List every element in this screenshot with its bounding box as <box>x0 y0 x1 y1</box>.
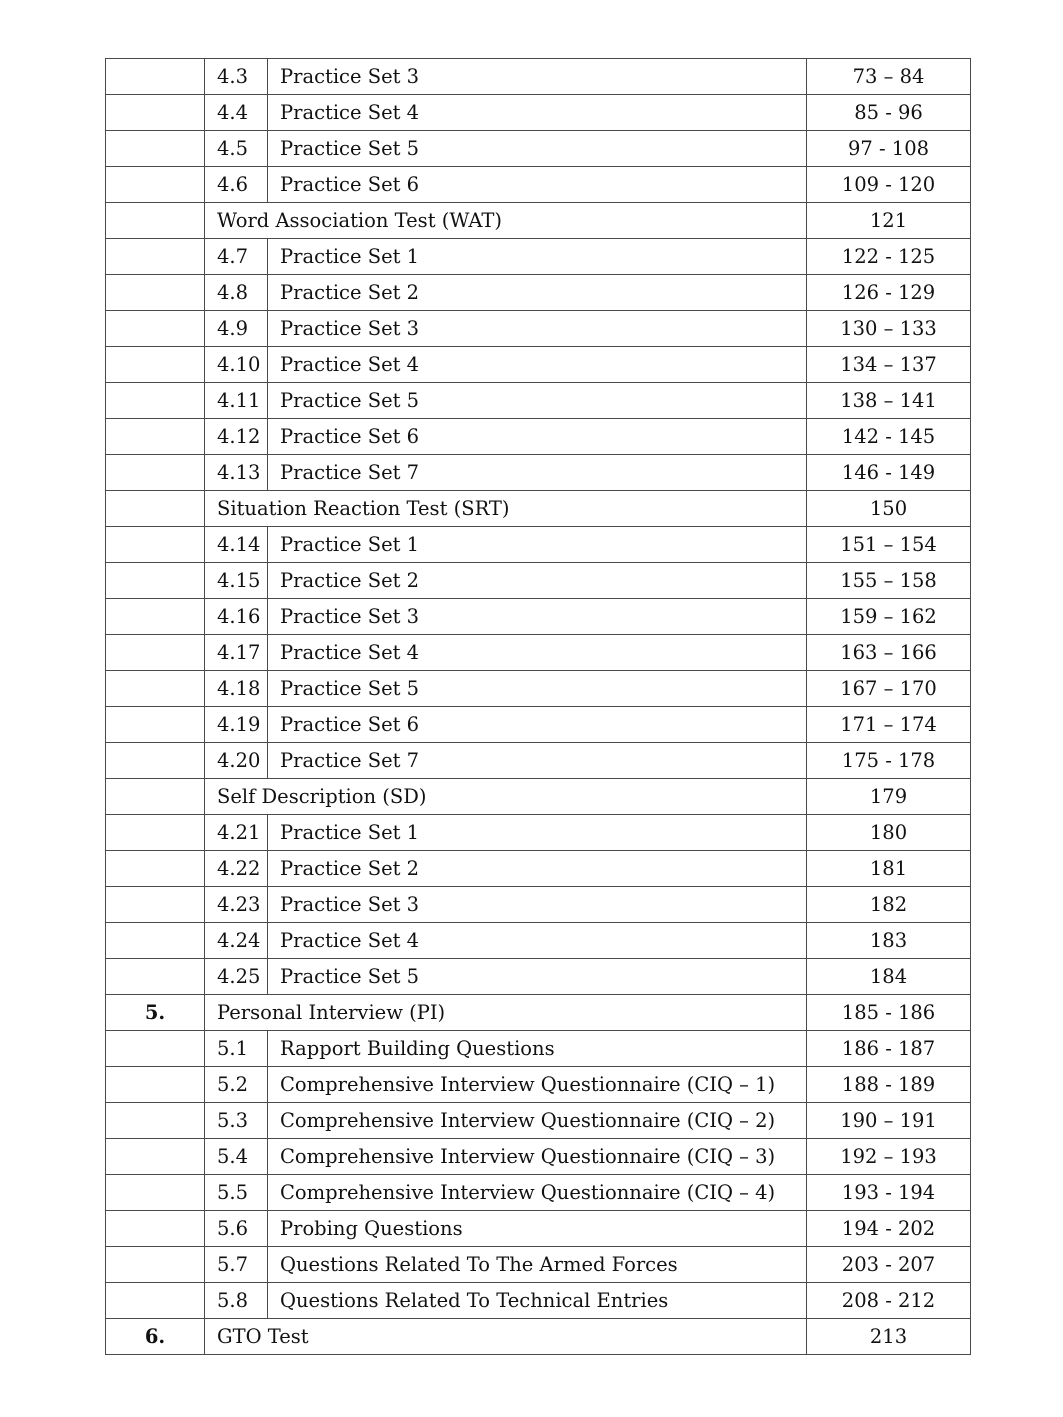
chapter-number <box>106 59 205 95</box>
toc-entry-row <box>106 815 971 851</box>
page-range: 121 <box>807 203 971 239</box>
toc-entry-row <box>106 851 971 887</box>
chapter-number <box>106 743 205 779</box>
page-range: 150 <box>807 491 971 527</box>
chapter-number: 5. <box>106 995 205 1031</box>
entry-title: Practice Set 1 <box>268 815 807 851</box>
toc-entry-row <box>106 1247 971 1283</box>
entry-number: 5.8 <box>205 1283 268 1319</box>
entry-title: Comprehensive Interview Questionnaire (CIQ – 3) <box>268 1139 807 1175</box>
entry-title: Questions Related To The Armed Forces <box>268 1247 807 1283</box>
entry-number: 4.24 <box>205 923 268 959</box>
section-heading: Self Description (SD) <box>205 779 807 815</box>
page-range: 151 – 154 <box>807 527 971 563</box>
entry-title: Practice Set 1 <box>268 527 807 563</box>
chapter-number <box>106 1139 205 1175</box>
toc-entry-row <box>106 1139 971 1175</box>
page-range: 184 <box>807 959 971 995</box>
chapter-number <box>106 203 205 239</box>
section-heading: GTO Test <box>205 1319 807 1355</box>
entry-title: Practice Set 5 <box>268 383 807 419</box>
page-range: 175 - 178 <box>807 743 971 779</box>
toc-entry-row <box>106 167 971 203</box>
page-range: 208 - 212 <box>807 1283 971 1319</box>
page-range: 194 - 202 <box>807 1211 971 1247</box>
chapter-number <box>106 491 205 527</box>
toc-entry-row <box>106 95 971 131</box>
entry-number: 5.1 <box>205 1031 268 1067</box>
entry-title: Comprehensive Interview Questionnaire (CIQ – 4) <box>268 1175 807 1211</box>
entry-title: Practice Set 3 <box>268 887 807 923</box>
entry-title: Practice Set 3 <box>268 311 807 347</box>
chapter-number <box>106 311 205 347</box>
entry-number: 4.15 <box>205 563 268 599</box>
entry-number: 4.5 <box>205 131 268 167</box>
entry-number: 4.19 <box>205 707 268 743</box>
entry-number: 5.2 <box>205 1067 268 1103</box>
entry-title: Practice Set 2 <box>268 563 807 599</box>
chapter-number <box>106 1103 205 1139</box>
toc-entry-row <box>106 59 971 95</box>
toc-section-row <box>106 491 971 527</box>
toc-entry-row <box>106 1211 971 1247</box>
entry-number: 5.7 <box>205 1247 268 1283</box>
page-range: 85 - 96 <box>807 95 971 131</box>
entry-title: Practice Set 5 <box>268 671 807 707</box>
page-range: 146 - 149 <box>807 455 971 491</box>
entry-number: 4.7 <box>205 239 268 275</box>
page-range: 109 - 120 <box>807 167 971 203</box>
page-range: 122 - 125 <box>807 239 971 275</box>
entry-number: 5.4 <box>205 1139 268 1175</box>
entry-title: Practice Set 3 <box>268 59 807 95</box>
page-range: 203 - 207 <box>807 1247 971 1283</box>
page-range: 180 <box>807 815 971 851</box>
entry-title: Practice Set 4 <box>268 923 807 959</box>
entry-title: Practice Set 4 <box>268 347 807 383</box>
entry-number: 4.11 <box>205 383 268 419</box>
entry-number: 5.3 <box>205 1103 268 1139</box>
page-range: 126 - 129 <box>807 275 971 311</box>
entry-number: 5.5 <box>205 1175 268 1211</box>
toc-section-row <box>106 779 971 815</box>
page-range: 134 – 137 <box>807 347 971 383</box>
section-heading: Situation Reaction Test (SRT) <box>205 491 807 527</box>
page-range: 171 – 174 <box>807 707 971 743</box>
chapter-number <box>106 923 205 959</box>
chapter-number <box>106 419 205 455</box>
toc-entry-row <box>106 275 971 311</box>
toc-entry-row <box>106 383 971 419</box>
toc-entry-row <box>106 959 971 995</box>
page-range: 97 - 108 <box>807 131 971 167</box>
chapter-number <box>106 815 205 851</box>
section-heading: Personal Interview (PI) <box>205 995 807 1031</box>
chapter-number <box>106 347 205 383</box>
page-range: 183 <box>807 923 971 959</box>
chapter-number <box>106 707 205 743</box>
page-range: 163 – 166 <box>807 635 971 671</box>
toc-entry-row <box>106 1031 971 1067</box>
page-range: 192 – 193 <box>807 1139 971 1175</box>
page-range: 186 - 187 <box>807 1031 971 1067</box>
entry-title: Practice Set 2 <box>268 275 807 311</box>
entry-number: 4.9 <box>205 311 268 347</box>
page-range: 73 – 84 <box>807 59 971 95</box>
entry-number: 4.16 <box>205 599 268 635</box>
chapter-number <box>106 1031 205 1067</box>
toc-entry-row <box>106 419 971 455</box>
entry-number: 4.12 <box>205 419 268 455</box>
section-heading: Word Association Test (WAT) <box>205 203 807 239</box>
entry-number: 4.18 <box>205 671 268 707</box>
entry-number: 4.3 <box>205 59 268 95</box>
chapter-number <box>106 1067 205 1103</box>
chapter-number <box>106 275 205 311</box>
toc-entry-row <box>106 527 971 563</box>
entry-number: 4.6 <box>205 167 268 203</box>
chapter-number <box>106 239 205 275</box>
chapter-number <box>106 851 205 887</box>
chapter-number: 6. <box>106 1319 205 1355</box>
entry-number: 4.17 <box>205 635 268 671</box>
toc-entry-row <box>106 671 971 707</box>
entry-number: 4.14 <box>205 527 268 563</box>
chapter-number <box>106 131 205 167</box>
toc-entry-row <box>106 1103 971 1139</box>
toc-section-row <box>106 995 971 1031</box>
toc-entry-row <box>106 1175 971 1211</box>
toc-section-row <box>106 203 971 239</box>
chapter-number <box>106 1175 205 1211</box>
chapter-number <box>106 383 205 419</box>
entry-number: 4.25 <box>205 959 268 995</box>
table-of-contents <box>105 58 971 1355</box>
chapter-number <box>106 635 205 671</box>
page-range: 130 – 133 <box>807 311 971 347</box>
entry-number: 4.20 <box>205 743 268 779</box>
toc-entry-row <box>106 239 971 275</box>
chapter-number <box>106 455 205 491</box>
page-range: 155 – 158 <box>807 563 971 599</box>
entry-title: Practice Set 7 <box>268 743 807 779</box>
entry-title: Practice Set 7 <box>268 455 807 491</box>
page-range: 159 – 162 <box>807 599 971 635</box>
chapter-number <box>106 167 205 203</box>
entry-title: Practice Set 3 <box>268 599 807 635</box>
page-range: 188 - 189 <box>807 1067 971 1103</box>
toc-body <box>106 59 971 1355</box>
chapter-number <box>106 1211 205 1247</box>
entry-title: Comprehensive Interview Questionnaire (CIQ – 2) <box>268 1103 807 1139</box>
entry-number: 4.4 <box>205 95 268 131</box>
entry-number: 5.6 <box>205 1211 268 1247</box>
entry-title: Questions Related To Technical Entries <box>268 1283 807 1319</box>
entry-title: Practice Set 1 <box>268 239 807 275</box>
page-range: 167 – 170 <box>807 671 971 707</box>
chapter-number <box>106 563 205 599</box>
entry-title: Rapport Building Questions <box>268 1031 807 1067</box>
chapter-number <box>106 1247 205 1283</box>
toc-entry-row <box>106 311 971 347</box>
page-range: 181 <box>807 851 971 887</box>
entry-number: 4.22 <box>205 851 268 887</box>
toc-entry-row <box>106 1283 971 1319</box>
entry-title: Practice Set 2 <box>268 851 807 887</box>
entry-title: Practice Set 5 <box>268 959 807 995</box>
entry-number: 4.21 <box>205 815 268 851</box>
page-range: 142 - 145 <box>807 419 971 455</box>
entry-title: Practice Set 6 <box>268 419 807 455</box>
entry-title: Practice Set 6 <box>268 707 807 743</box>
toc-entry-row <box>106 887 971 923</box>
entry-number: 4.8 <box>205 275 268 311</box>
entry-title: Practice Set 6 <box>268 167 807 203</box>
page-range: 179 <box>807 779 971 815</box>
toc-entry-row <box>106 1067 971 1103</box>
page-range: 193 - 194 <box>807 1175 971 1211</box>
toc-entry-row <box>106 743 971 779</box>
page-range: 138 – 141 <box>807 383 971 419</box>
entry-title: Practice Set 4 <box>268 95 807 131</box>
entry-number: 4.13 <box>205 455 268 491</box>
toc-entry-row <box>106 455 971 491</box>
page-range: 182 <box>807 887 971 923</box>
entry-number: 4.10 <box>205 347 268 383</box>
chapter-number <box>106 887 205 923</box>
toc-section-row <box>106 1319 971 1355</box>
toc-entry-row <box>106 635 971 671</box>
chapter-number <box>106 1283 205 1319</box>
chapter-number <box>106 671 205 707</box>
chapter-number <box>106 779 205 815</box>
entry-title: Practice Set 4 <box>268 635 807 671</box>
page-range: 213 <box>807 1319 971 1355</box>
chapter-number <box>106 959 205 995</box>
chapter-number <box>106 599 205 635</box>
chapter-number <box>106 527 205 563</box>
entry-number: 4.23 <box>205 887 268 923</box>
toc-entry-row <box>106 563 971 599</box>
toc-entry-row <box>106 131 971 167</box>
toc-entry-row <box>106 347 971 383</box>
chapter-number <box>106 95 205 131</box>
toc-entry-row <box>106 599 971 635</box>
entry-title: Practice Set 5 <box>268 131 807 167</box>
page-range: 185 - 186 <box>807 995 971 1031</box>
entry-title: Probing Questions <box>268 1211 807 1247</box>
page-range: 190 – 191 <box>807 1103 971 1139</box>
toc-entry-row <box>106 923 971 959</box>
toc-entry-row <box>106 707 971 743</box>
entry-title: Comprehensive Interview Questionnaire (CIQ – 1) <box>268 1067 807 1103</box>
